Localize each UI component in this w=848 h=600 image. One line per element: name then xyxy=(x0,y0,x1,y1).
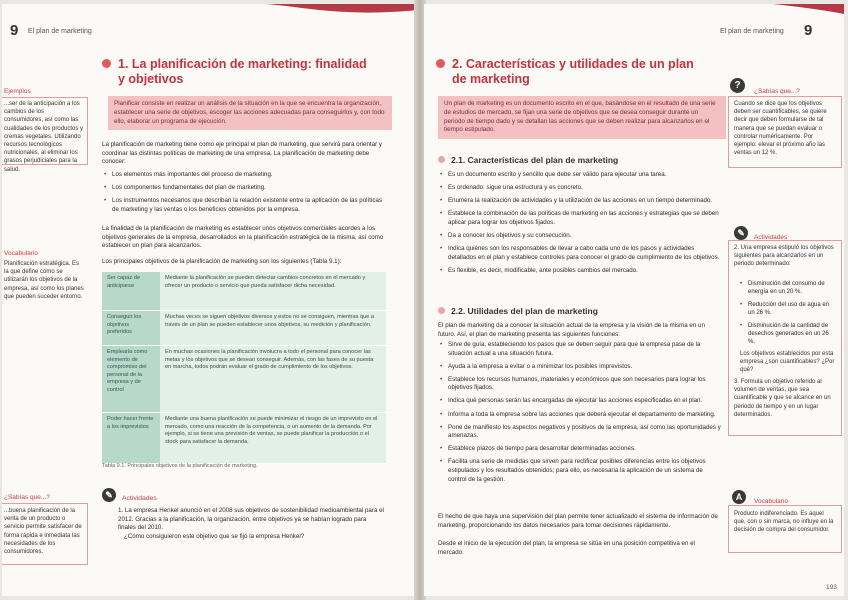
side-vocab-label: Vocabulario xyxy=(4,250,38,257)
utilities-list xyxy=(440,341,722,489)
table-value: En muchas ocasiones la planificación involucra a todo el personal para conocer las metas y los objetivos que se desean conseguir. Además, con las fases de su puesta en marcha, todos podrán evaluar el grado de cumplimiento de los objetivos. xyxy=(160,346,386,413)
activities-icon: ✎ xyxy=(102,488,116,502)
list-item: • Es un documento escrito y sencillo que debe ser válido para ejecutar una tarea. xyxy=(440,171,720,180)
table-caption: Tabla 9.1. Principales objetivos de la planificación de marketing. xyxy=(102,463,258,469)
subsection-title xyxy=(438,306,598,316)
paragraph-3: Los principales objetivos de la planificación de marketing son los siguientes (Tabla 9.1): xyxy=(102,258,342,265)
title-line-1: 2. Características y utilidades de un plan xyxy=(452,57,694,71)
side-activity-2: 2. Una empresa estipuló los objetivos siguientes para alcanzarlos en un periodo determinado: xyxy=(734,245,834,268)
list-item: • Establece la combinación de las políticas de marketing en las acciones y estrategias que se deben aplicar para lograr los objetivos fijados. xyxy=(440,210,720,227)
paragraph-2: La finalidad de la planificación de marketing es establecer unos objetivos comerciales acordes a los objetivos generales de la empresa, desarrollados en la planificación estratégica de la misma, así como establecer un plan para alcanzarlos. xyxy=(102,225,384,250)
vocab-badge-icon: A xyxy=(732,490,746,504)
section-title xyxy=(436,57,694,87)
list-item: • Informa a toda la empresa sobre las acciones que deberá ejecutar el departamento de marketing. xyxy=(440,411,722,420)
list-item: • Enumera la realización de actividades y la utilización de las acciones en un tiempo determinado. xyxy=(440,197,720,206)
table-value: Mediante una buena planificación se puede minimizar el riesgo de un imprevisto en el mercado, como una reacción de la competencia, o un aumento de la demanda. Por ejemplo, si se tiene una previsión de ventas, se puede planificar la producción o el stock para satisfacer la demanda. xyxy=(160,413,386,464)
folio-number: 193 xyxy=(826,584,837,591)
side-sabias-text: ...buena planificación de la venta de un producto o servicio permite satisfacer de forma rápida e inmediata las necesidades de los consumidores. xyxy=(4,508,82,556)
right-page xyxy=(424,4,844,596)
list-item: • Indica qué personas serán las encargadas de ejecutar las acciones especificadas en el plan. xyxy=(440,397,722,406)
table-row xyxy=(102,311,386,346)
list-item: • Disminución de la cantidad de desechos generados en un 26 %. xyxy=(740,322,836,347)
table-key: Ser capaz de anticiparse xyxy=(102,272,160,311)
side-vocab-label: Vocabulario xyxy=(754,498,788,505)
list-item: • Establece plazos de tiempo para desarrollar determinadas acciones. xyxy=(440,445,722,454)
subsection-bullet-icon xyxy=(438,156,445,163)
list-item: • Disminución del consumo de energía en un 20 %. xyxy=(740,280,836,296)
side-sabias-label: ¿Sabías que...? xyxy=(4,494,50,501)
table-value: Muchas veces se siguen objetivos diversos y estos no se consiguen, mientras que a través de un plan se pueden establecer unos objetivos, su medición y planificación. xyxy=(160,311,386,346)
title-line-1: 1. La planificación de marketing: finalidad xyxy=(118,57,367,71)
left-page xyxy=(2,4,416,596)
title-bullet-icon xyxy=(436,59,445,68)
list-item: • Es ordenado: sigue una estructura y es concreto. xyxy=(440,184,720,193)
list-item: • Los componentes fundamentales del plan de marketing. xyxy=(104,184,384,193)
page-number: 9 xyxy=(804,22,813,39)
objectives-table xyxy=(102,272,386,464)
page-number: 9 xyxy=(10,22,19,39)
running-header: El plan de marketing xyxy=(28,28,92,35)
list-item: • Es flexible, es decir, modificable, ante posibles cambios del mercado. xyxy=(440,267,720,276)
title-line-2: y objetivos xyxy=(118,72,184,86)
activity-1: 1. La empresa Henkel anunció en el 2008 sus objetivos de sostenibilidad medioambiental para el 2012. Gracias a la planificación, la organización, entre objetivos ya se habían logrado para finales del 2010. xyxy=(118,507,384,532)
definition-box: Un plan de marketing es un documento escrito en el que, basándose en el resultado de una serie de estudios de mercado, se fijan una serie de objetivos que se desea conseguir durante un periodo de tiempo dado y se detallan las acciones que se deben realizar para alcanzarlos en el tiempo estipulado. xyxy=(438,96,726,139)
side-sabias-label: ¿Sabías que...? xyxy=(754,88,800,95)
table-key: Emplearla como elemento de compromiso del personal de la empresa y de control xyxy=(102,346,160,413)
table-row xyxy=(102,272,386,311)
subsection-bullet-icon xyxy=(438,307,445,314)
page-corner-decoration-icon xyxy=(754,4,844,16)
side-activity-2-question: Los objetivos establecidos por esta empresa ¿son cuantificables? ¿Por qué? xyxy=(740,351,835,374)
closing-paragraph-2: Desde el inicio de la ejecución del plan, la empresa se sitúa en una posición competitiva en el mercado. xyxy=(438,540,695,556)
list-item: • Sirve de guía, estableciendo los pasos que se deben seguir para que la empresa pase de la situación actual a una situación futura. xyxy=(440,341,722,358)
side-activity-2-list xyxy=(740,280,836,351)
activities-icon: ✎ xyxy=(734,226,748,240)
question-badge-icon: ? xyxy=(730,78,745,93)
utilities-intro: El plan de marketing da a conocer la situación actual de la empresa y la visión de la misma en un futuro. Así, el plan de marketing presenta las siguientes funciones: xyxy=(438,322,705,338)
table-key: Poder hacer frente a los imprevistos xyxy=(102,413,160,464)
activity-question: ¿Cómo consiguieron este objetivo que se fijó la empresa Henkel? xyxy=(124,533,305,540)
running-header: El plan de marketing xyxy=(720,28,784,35)
table-row xyxy=(102,413,386,464)
closing-paragraph-1: El hecho de que haya una supervisión del plan permite tener actualizado el sistema de información de marketing, proporcionando los datos necesarios para tomar decisiones rápidamente. xyxy=(438,513,718,529)
title-line-2: de marketing xyxy=(452,72,530,86)
side-ejemplos-text: ...ser de la anticipación a los cambios de los consumidores, así como las cualidades de los productos y cremas vegetales. Utilizando recursos tecnológicos nutricionales, al eliminar los grasos perjudiciales para la salud. xyxy=(4,101,84,173)
table-value: Mediante la planificación se pueden detectar cambios concretos en el mercado y ofrecer un producto o servicio que pueda satisfacer dicha necesidad. xyxy=(160,272,386,311)
bullet-list xyxy=(104,171,384,219)
list-item: • Indica quiénes son los responsables de llevar a cabo cada uno de los pasos y actividades detallados en el plan y establece controles para conocer el grado de cumplimiento de los objetivos. xyxy=(440,245,720,262)
page-corner-decoration-icon xyxy=(242,4,416,16)
table-key: Conseguir los objetivos preferidos xyxy=(102,311,160,346)
definition-box: Planificar consiste en realizar un análisis de la situación en la que se encuentra la organización, establecer una serie de objetivos, escoger las acciones adecuadas para conseguirlos y, con todo ello, elaborar un programa de ejecución. xyxy=(108,96,392,130)
list-item: • Los elementos más importantes del proceso de marketing. xyxy=(104,171,384,180)
list-item: • Facilita una serie de medidas que sirven para rectificar posibles diferencias entre los objetivos estipulados y los resultados obtenidos; para ello, es necesaria la aplicación de un sistema de control de la gestión. xyxy=(440,458,722,484)
list-item: • Da a conocer los objetivos y su consecución. xyxy=(440,232,720,241)
list-item: • Los instrumentos necesarios que describan la relación existente entre la aplicación de las políticas de marketing y las ventas o los beneficios obtenidos por la empresa. xyxy=(104,197,384,214)
side-ejemplos-label: Ejemplos xyxy=(4,88,31,95)
section-title xyxy=(102,57,367,87)
list-item: • Ayuda a la empresa a evitar o a minimizar los posibles imprevistos. xyxy=(440,363,722,372)
paragraph-1: La planificación de marketing tiene como eje principal el plan de marketing, que servirá para orientar y coordinar las distintas políticas de marketing de una empresa. La planificación de marketing debe conocer: xyxy=(102,141,382,166)
side-sabias-text: Cuando se dice que los objetivos deben ser cuantificables, se quiere decir que deben formularse de tal manera que se puedan evaluar o controlar numéricamente. Por ejemplo: elevar el próximo año las ventas un 12 %. xyxy=(734,101,827,157)
activities-label: Actividades xyxy=(122,495,157,502)
title-bullet-icon xyxy=(102,59,111,68)
side-activities-label: Actividades xyxy=(754,234,788,241)
subsection-title-text: 2.1. Características del plan de marketing xyxy=(451,155,619,165)
list-item: • Pone de manifiesto los aspectos negativos y positivos de la empresa, así como las oportunidades y amenazas. xyxy=(440,424,722,441)
table-row xyxy=(102,346,386,413)
list-item: • Establece los recursos humanos, materiales y económicos que son necesarios para lograr los objetivos fijados. xyxy=(440,376,722,393)
side-vocab-text: Planificación estratégica. Es la que define cómo se utilizarán los objetivos de la empresa, así como los planes que pueden suceder entorno. xyxy=(4,261,84,300)
subsection-title-text: 2.2. Utilidades del plan de marketing xyxy=(451,306,598,316)
side-activity-3: 3. Formula un objetivo referido al volumen de ventas, que sea cuantificable y que se alcance en un periodo de tiempo y en un lugar determinados. xyxy=(734,379,831,418)
characteristics-list xyxy=(440,171,720,280)
side-vocab-text: Producto indiferenciado. Es aquel que, con o sin marca, no influye en la decisión de compra del consumidor. xyxy=(734,511,834,534)
list-item: • Reducción del uso de agua en un 26 %. xyxy=(740,301,836,317)
subsection-title xyxy=(438,155,618,165)
